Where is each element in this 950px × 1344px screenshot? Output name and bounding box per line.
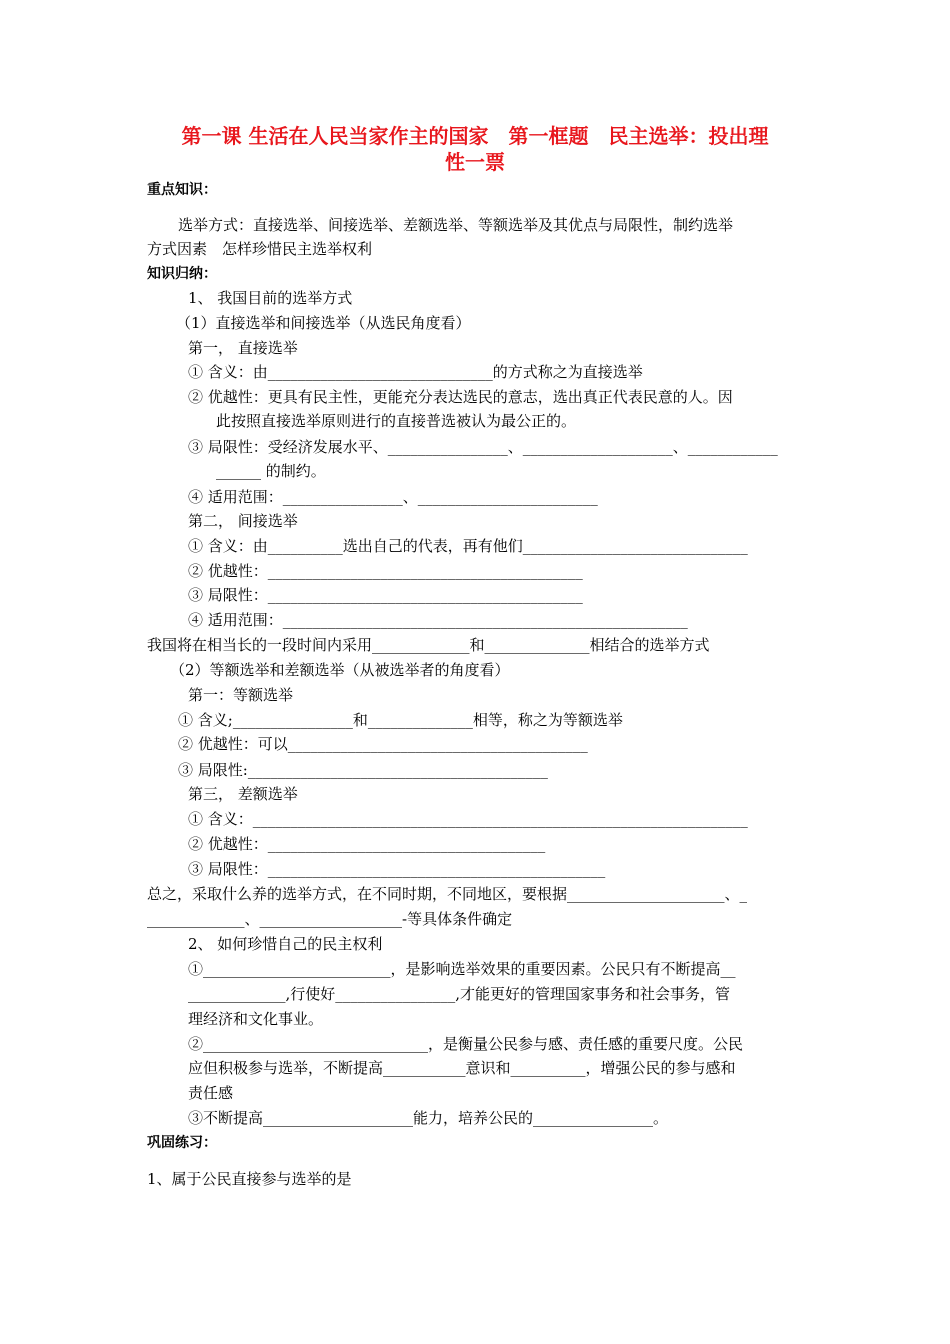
text-line: ③ 局限性：__________________________________________ [188,586,583,604]
text-line: 应但积极参与选举，不断提高___________意识和__________，增强公民的参与感和 [188,1059,736,1077]
text-line: ④ 适用范围：________________、________________________ [188,488,598,506]
text-line: ② 优越性：更具有民主性，更能充分表达选民的意志，选出真正代表民意的人。因 [188,388,733,406]
text-line: 责任感 [188,1084,234,1102]
text-line: ① 含义：由______________________________的方式称之为直接选举 [188,363,643,381]
text-line: 理经济和文化事业。 [188,1010,324,1028]
text-line: （1）直接选举和间接选举（从选民角度看） [176,314,471,332]
text-line: ①_________________________，是影响选举效果的重要因素。公民只有不断提高__ [188,960,736,978]
question-1: 1、属于公民直接参与选举的是 [147,1170,352,1188]
text-line: 2、 如何珍惜自己的民主权利 [188,935,383,953]
summary-heading: 知识归纳： [147,266,217,282]
text-line: ① 含义：__________________________________________________________________ [188,810,748,828]
text-line: 第一：等额选举 [188,686,294,704]
text-line: 1、 我国目前的选举方式 [188,289,353,307]
text-line: ② 优越性：__________________________________________ [188,562,583,580]
practice-heading: 巩固练习： [147,1135,217,1151]
text-line: ① 含义;________________和______________相等，称之为等额选举 [178,711,623,729]
document-title-line-2: 性一票 [445,150,505,174]
text-line: （2）等额选举和差额选举（从被选举者的角度看） [170,661,510,679]
text-line: ② 优越性：_____________________________________ [188,835,546,853]
text-line: ③ 局限性：_____________________________________________ [188,860,606,878]
text-line: ③ 局限性：受经济发展水平、________________、____________________、____________ [188,438,778,456]
text-line: 我国将在相当长的一段时间内采用_____________和______________相结合的选举方式 [147,636,710,654]
text-line: ④ 适用范围：______________________________________________________ [188,611,688,629]
key-points-line-1: 选举方式：直接选举、间接选举、差额选举、等额选举及其优点与局限性，制约选举 [178,216,734,234]
text-line: ③不断提高____________________能力，培养公民的________________。 [188,1109,669,1127]
text-line: ______ 的制约。 [216,462,326,480]
key-points-line-2: 方式因素 怎样珍惜民主选举权利 [147,240,373,258]
text-line: ③ 局限性:________________________________________ [178,761,548,779]
key-points-heading: 重点知识： [147,182,217,198]
text-line: ① 含义：由__________选出自己的代表，再有他们______________________________ [188,537,748,555]
text-line: 此按照直接选举原则进行的直接普选被认为最公正的。 [216,412,577,430]
text-line: 第一， 直接选举 [188,339,298,357]
text-line: 总之，采取什么养的选举方式，在不同时期，不同地区，要根据_____________________、_ [147,885,748,903]
text-line: _____________,行使好________________,才能更好的管理国家事务和社会事务，管 [188,985,731,1003]
document-title-line-1: 第一课 生活在人民当家作主的国家 第一框题 民主选举：投出理 [181,124,769,148]
text-line: 第三， 差额选举 [188,785,298,803]
text-line: ② 优越性：可以________________________________________ [178,735,588,753]
text-line: _____________、___________________-等具体条件确定 [147,910,513,928]
text-line: ②______________________________，是衡量公民参与感、责任感的重要尺度。公民 [188,1035,744,1053]
text-line: 第二， 间接选举 [188,512,298,530]
